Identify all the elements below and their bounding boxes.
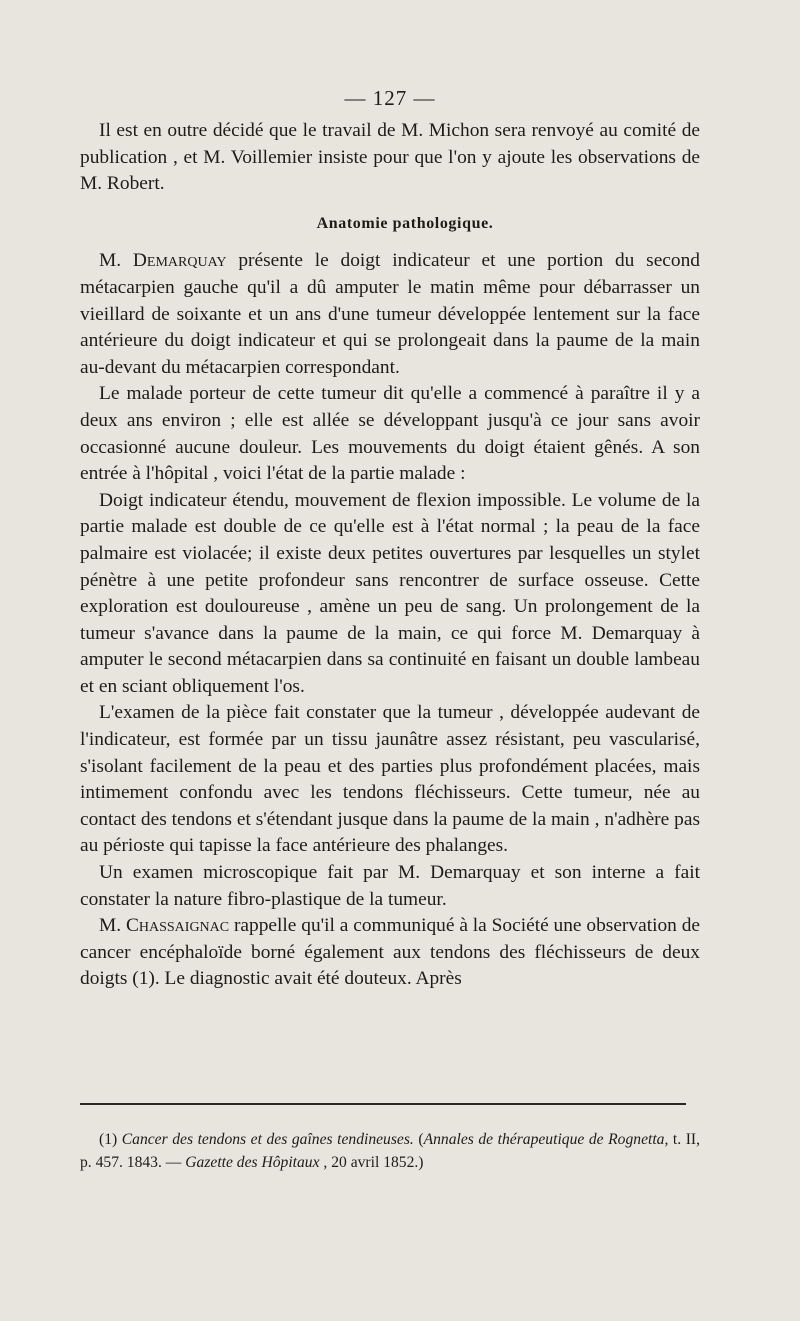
page-number: — 127 — (344, 86, 436, 110)
footnote-divider (80, 1103, 686, 1105)
paragraph-prefix: M. (99, 915, 126, 937)
footnote-text: ( (413, 1131, 424, 1148)
footnote-title: Cancer des tendons et des gaînes tendineuses. (121, 1131, 414, 1148)
paragraph-chassaignac-text: rappelle qu'il a communiqué à la Société une observation de cancer encéphaloïde borné également aux tendons des fléchisseurs de deux doigts (1). Le diagnostic avait été douteux. Après (80, 915, 701, 990)
paragraph-michon: Il est en outre décidé que le travail de M. Michon sera renvoyé au comité de publication , et M. Voillemier insiste pour que l'on y ajoute les observations de M. Robert. (80, 120, 700, 195)
footnote (80, 1128, 700, 1174)
paragraph-doigt: Doigt indicateur étendu, mouvement de flexion impossible. Le volume de la partie malade est double de ce qu'elle est à l'état normal ; la peau de la face palmaire est violacée; il existe deux petites ouvertures par lesquelles un stylet pénètre à une petite profondeur sans rencontrer de surface osseuse. Cette exploration est douloureuse , amène un peu de sang. Un prolongement de la tumeur s'avance dans la paume de la main, ce qui force M. Demarquay à amputer le second métacarpien dans sa continuité en faisant un double lambeau et en sciant obliquement l'os. (80, 489, 700, 697)
body-text (80, 118, 700, 993)
paragraph-chassaignac (80, 913, 700, 993)
paragraph-demarquay-text: présente le doigt indicateur et une portion du second métacarpien gauche qu'il a dû amputer le matin même pour débarrasser un vieillard de soixante et un ans d'une tumeur développée lentement sur la face antérieure du doigt indicateur et qui se prolongeait dans la paume de la main au-devant du métacarpien correspondant. (80, 250, 700, 378)
paragraph-microscopique: Un examen microscopique fait par M. Demarquay et son interne a fait constater la nature fibro-plastique de la tumeur. (80, 862, 700, 910)
footnote-text: , 20 avril 1852.) (319, 1154, 424, 1171)
author-name-demarquay: Demarquay (132, 250, 227, 272)
paragraph-demarquay (80, 248, 700, 381)
paragraph-examen: L'examen de la pièce fait constater que la tumeur , développée audevant de l'indicateur, est formée par un tissu jaunâtre assez résistant, peu vascularisé, s'isolant facilement de la peau et des parties plus profondément placées, mais intimement confondu avec les tendons fléchisseurs. Cette tumeur, née au contact des tendons et s'étendant jusque dans la paume de la main , n'adhère pas au périoste qui tapisse la face antérieure des phalanges. (80, 702, 700, 857)
paragraph-malade: Le malade porteur de cette tumeur dit qu'elle a commencé à paraître il y a deux ans environ ; elle est allée se développant jusqu'à ce jour sans avoir occasionné aucune douleur. Les mouvements du doigt étaient gênés. A son entrée à l'hôpital , voici l'état de la partie malade : (80, 383, 700, 485)
paragraph-prefix: M. (99, 250, 133, 272)
author-name-chassaignac: Chassaignac (125, 915, 230, 937)
footnote-marker: (1) (99, 1131, 122, 1148)
footnote-source-gazette: Gazette des Hôpitaux (185, 1154, 320, 1171)
section-heading: Anatomie pathologique. (316, 214, 494, 232)
footnote-text: t. II, p. 457. 1843. — (80, 1131, 701, 1171)
footnote-source-annales: Annales de thérapeutique de Rognetta, (423, 1131, 669, 1148)
